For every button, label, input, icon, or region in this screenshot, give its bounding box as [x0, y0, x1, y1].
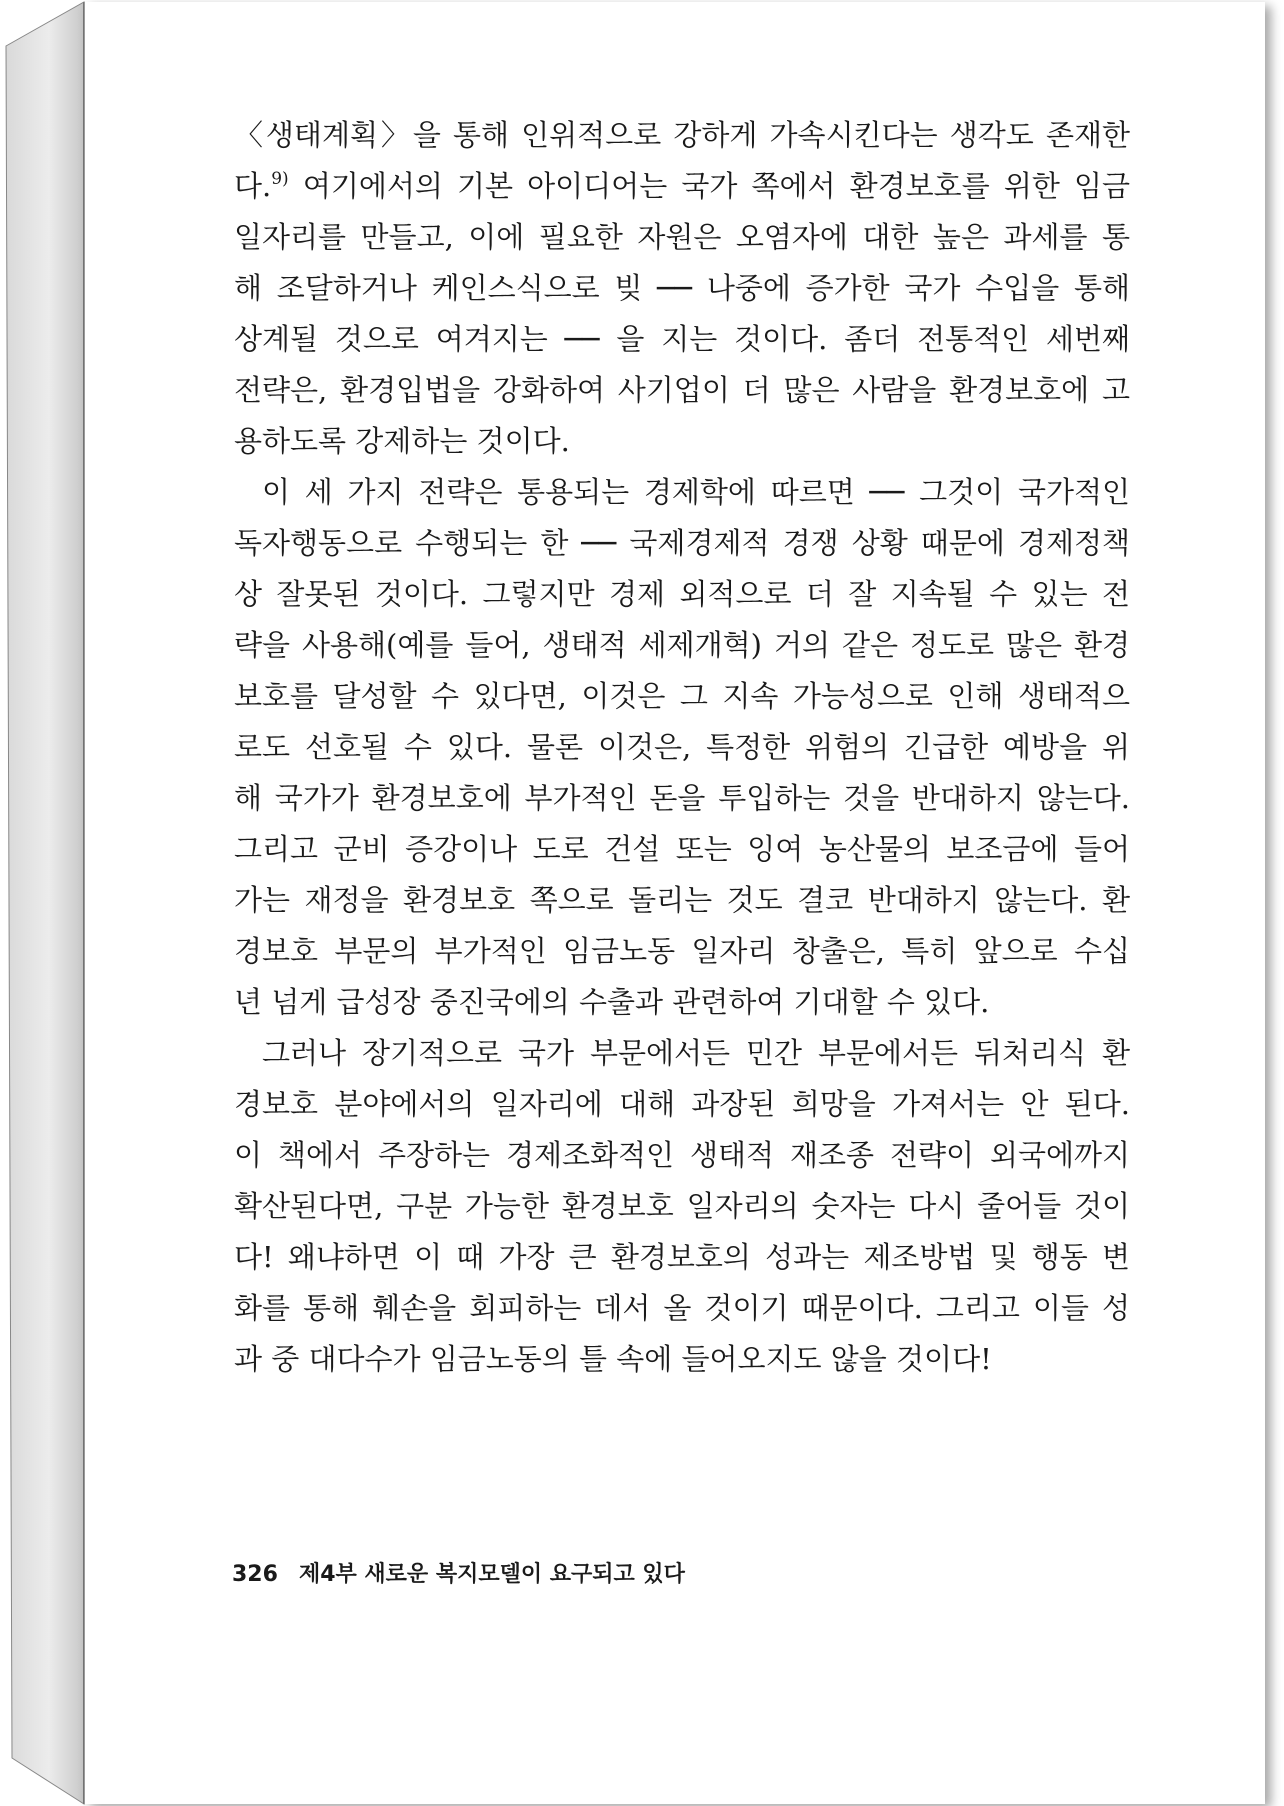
paragraph-3 [234, 1028, 1130, 1385]
text-line: 해 국가가 환경보호에 부가적인 돈을 투입하는 것을 반대하지 않는다. [234, 781, 1130, 815]
text-line: 경보호 분야에서의 일자리에 대해 과장된 희망을 가져서는 안 된다. [234, 1087, 1130, 1121]
text-line: 해 조달하거나 케인스식으로 빚 ── 나중에 증가한 국가 수입을 통해 [234, 271, 1130, 305]
text-line: 가는 재정을 환경보호 쪽으로 돌리는 것도 결코 반대하지 않는다. 환 [234, 883, 1130, 917]
text-line: 〈생태계획〉을 통해 인위적으로 강하게 가속시킨다는 생각도 존재한 [234, 118, 1130, 152]
paragraph-2 [234, 467, 1130, 1028]
text-line: 독자행동으로 수행되는 한 ── 국제경제적 경쟁 상황 때문에 경제정책 [234, 526, 1130, 560]
text-line: 로도 선호될 수 있다. 물론 이것은, 특정한 위험의 긴급한 예방을 위 [234, 730, 1130, 764]
text-line: 용하도록 강제하는 것이다. [234, 424, 570, 458]
book-spine [0, 0, 90, 1806]
text-line: 년 넘게 급성장 중진국에의 수출과 관련하여 기대할 수 있다. [234, 985, 990, 1019]
text-line: 다! 왜냐하면 이 때 가장 큰 환경보호의 성과는 제조방법 및 행동 변 [234, 1240, 1130, 1274]
text-line: 일자리를 만들고, 이에 필요한 자원은 오염자에 대한 높은 과세를 통 [234, 220, 1130, 254]
page-number: 326 [232, 1562, 278, 1587]
text-fragment: 여기에서의 기본 아이디어는 국가 쪽에서 환경보호를 위한 임금 [302, 169, 1130, 203]
footnote-ref[interactable]: 9) [271, 169, 289, 189]
text-line: 그리고 군비 증강이나 도로 건설 또는 잉여 농산물의 보조금에 들어 [234, 832, 1130, 866]
page-body [234, 110, 1130, 1385]
text-line: 이 책에서 주장하는 경제조화적인 생태적 재조종 전략이 외국에까지 [234, 1138, 1130, 1172]
text-line: 화를 통해 훼손을 회피하는 데서 올 것이기 때문이다. 그리고 이들 성 [234, 1291, 1130, 1325]
running-head: 제4부 새로운 복지모델이 요구되고 있다 [298, 1562, 685, 1587]
text-line: 경보호 부문의 부가적인 임금노동 일자리 창출은, 특히 앞으로 수십 [234, 934, 1130, 968]
text-line: 상계될 것으로 여겨지는 ── 을 지는 것이다. 좀더 전통적인 세번째 [234, 322, 1130, 356]
paragraph-1 [234, 110, 1130, 467]
text-line: 보호를 달성할 수 있다면, 이것은 그 지속 가능성으로 인해 생태적으 [234, 679, 1130, 713]
text-line: 이 세 가지 전략은 통용되는 경제학에 따르면 ── 그것이 국가적인 [262, 475, 1130, 509]
text-line: 과 중 대다수가 임금노동의 틀 속에 들어오지도 않을 것이다! [234, 1342, 992, 1376]
text-line [234, 161, 1130, 212]
page-footer [232, 1557, 685, 1588]
text-line: 상 잘못된 것이다. 그렇지만 경제 외적으로 더 잘 지속될 수 있는 전 [234, 577, 1130, 611]
text-line: 그러나 장기적으로 국가 부문에서든 민간 부문에서든 뒤처리식 환 [262, 1036, 1130, 1070]
text-line: 략을 사용해(예를 들어, 생태적 세제개혁) 거의 같은 정도로 많은 환경 [234, 628, 1130, 662]
text-fragment: 다. [234, 169, 272, 203]
text-line: 확산된다면, 구분 가능한 환경보호 일자리의 숫자는 다시 줄어들 것이 [234, 1189, 1130, 1223]
text-line: 전략은, 환경입법을 강화하여 사기업이 더 많은 사람을 환경보호에 고 [234, 373, 1130, 407]
